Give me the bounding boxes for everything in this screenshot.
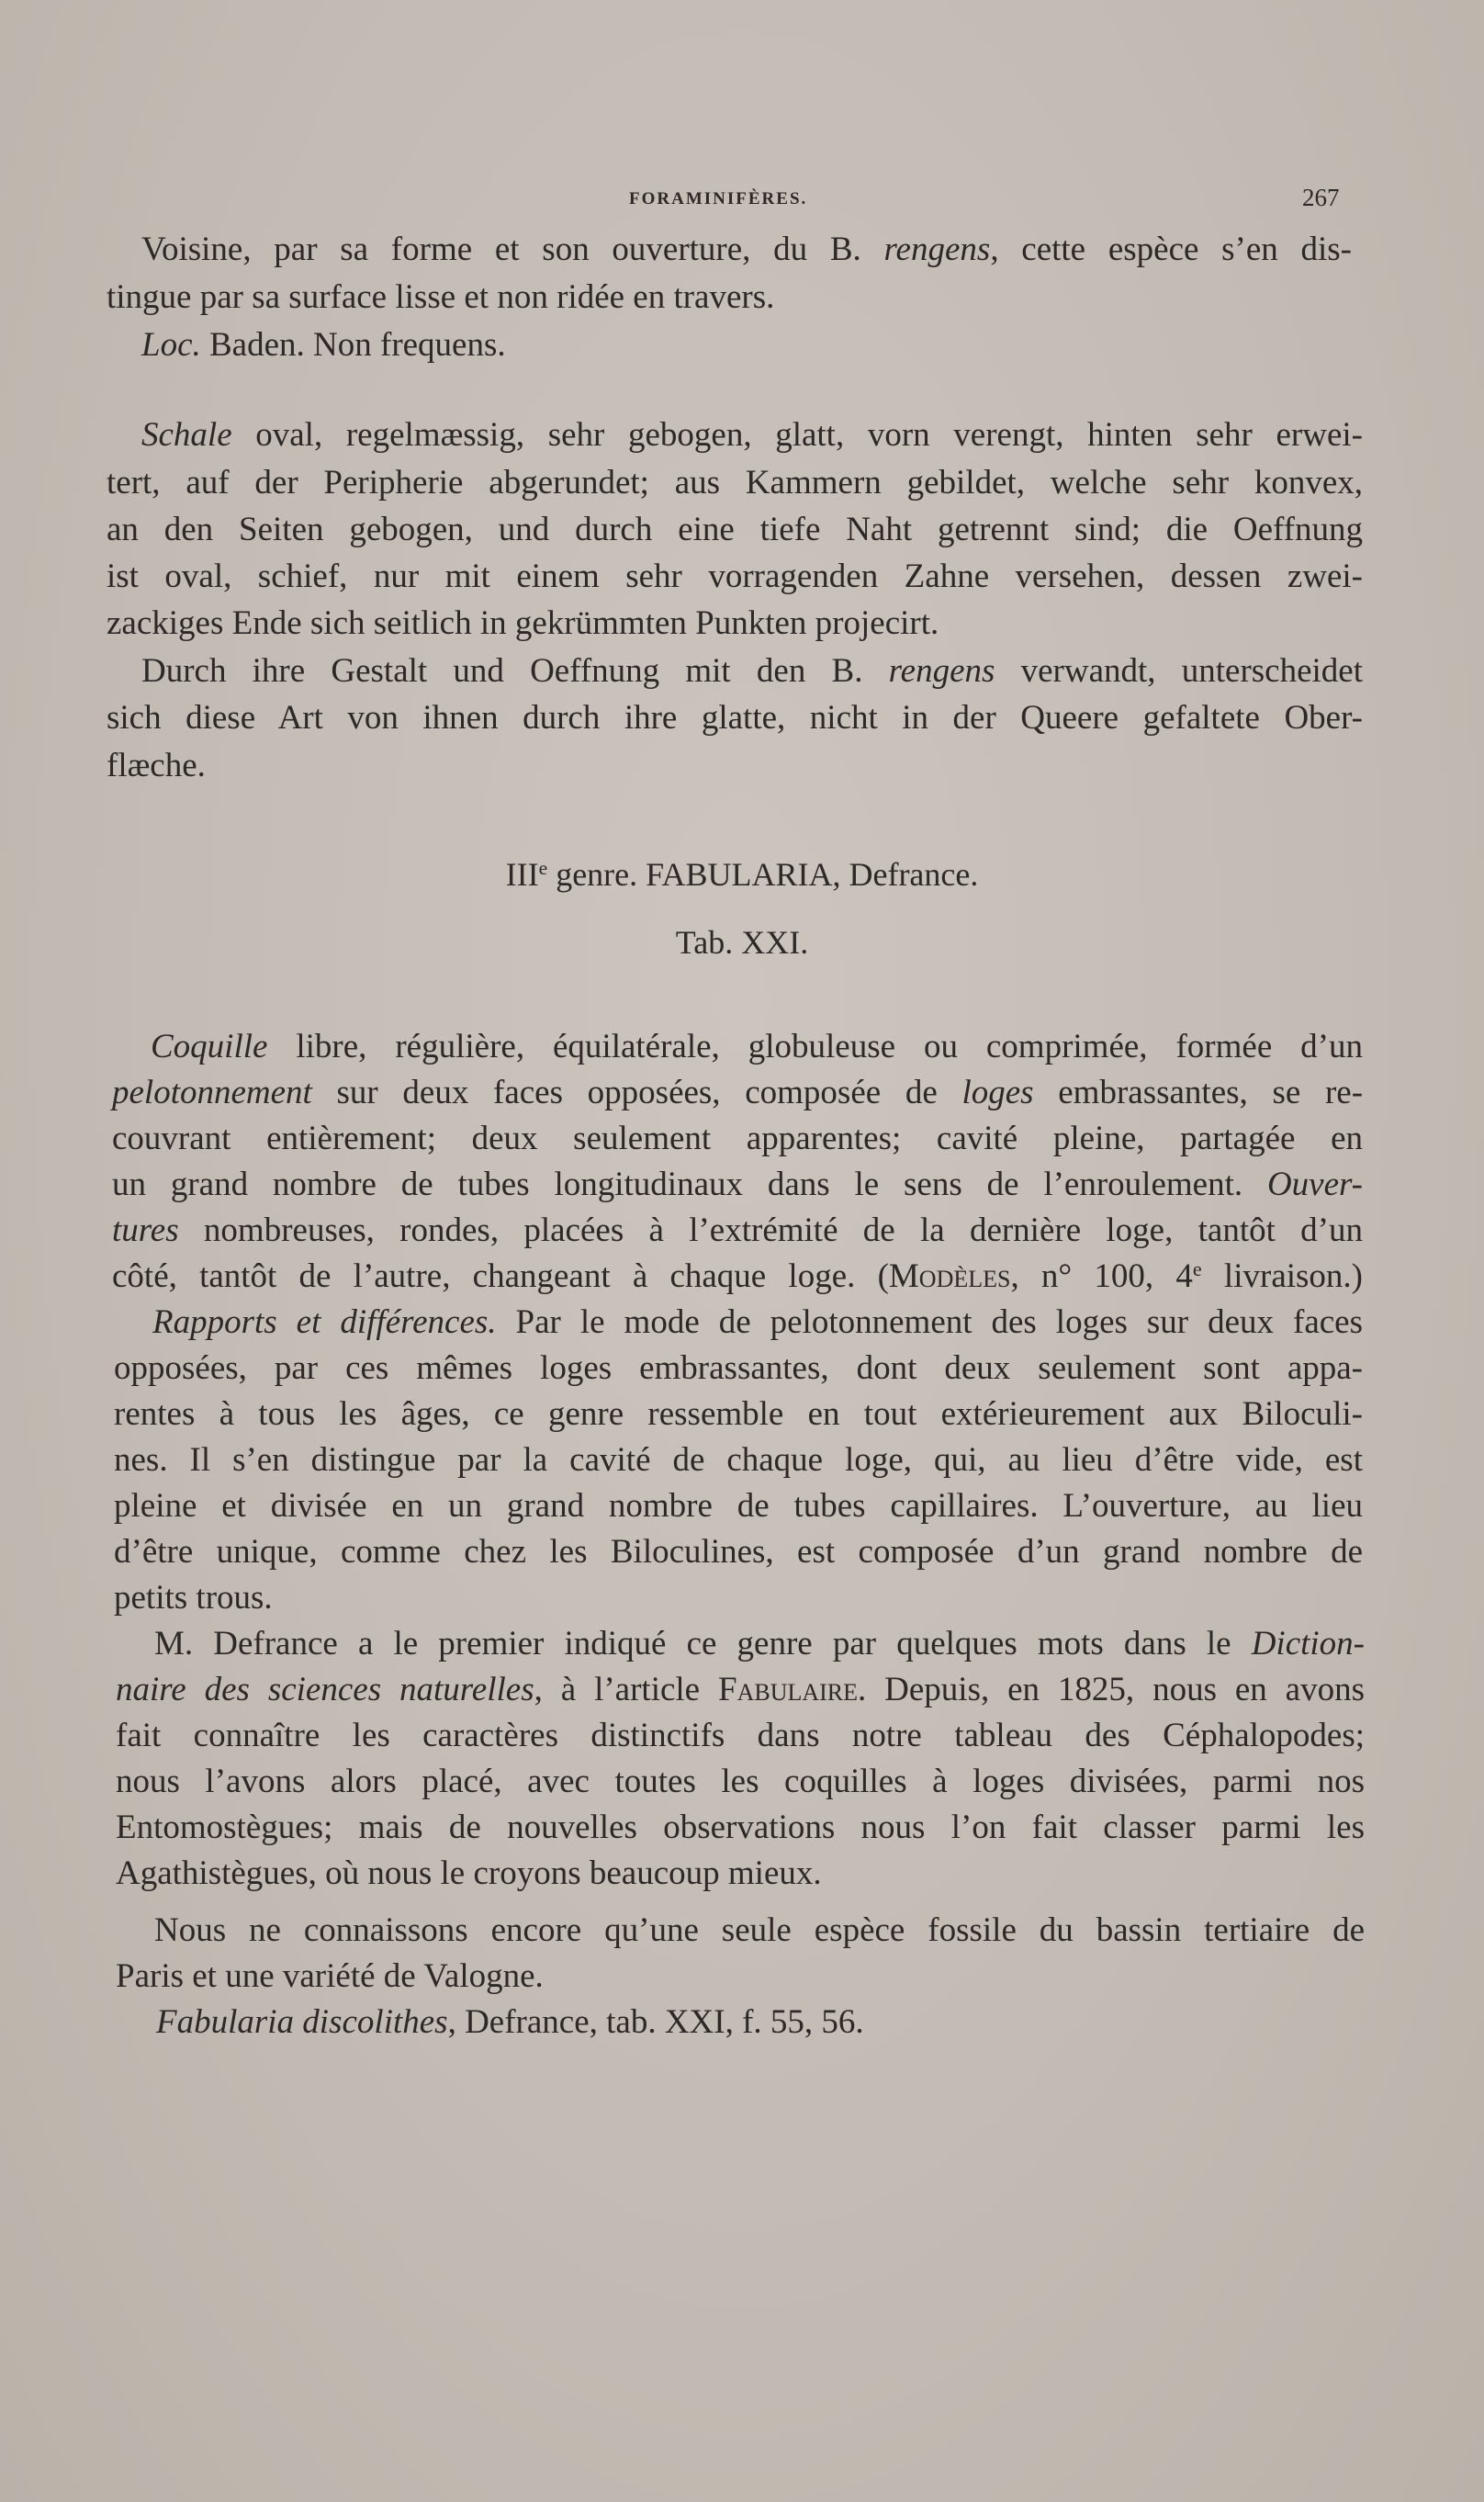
text-line: tingue par sa surface lisse et non ridée en travers.: [107, 278, 775, 316]
text-line: Voisine, par sa forme et son ouverture, du B. rengens, cette espèce s’en dis-: [141, 231, 1353, 268]
locality-line: Loc. Baden. Non frequens.: [141, 326, 506, 364]
text-line: Entomostègues; mais de nouvelles observations nous l’on fait classer parmi les: [116, 1809, 1365, 1846]
page-number: 267: [1302, 184, 1340, 211]
text-line: Coquille libre, régulière, équilatérale, globuleuse ou comprimée, formée d’un: [151, 1028, 1363, 1065]
text-line: naire des sciences naturelles, à l’article Fabulaire. Depuis, en 1825, nous en avons: [116, 1671, 1366, 1708]
text-line: tures nombreuses, rondes, placées à l’extrémité de la dernière loge, tantôt d’un: [112, 1212, 1363, 1249]
text-line: rentes à tous les âges, ce genre ressemble en tout extérieurement aux Biloculi-: [114, 1395, 1363, 1433]
text-line: pelotonnement sur deux faces opposées, composée de loges embrassantes, se re-: [112, 1074, 1364, 1111]
plate-reference: Tab. XXI.: [675, 924, 809, 961]
text-line: Rapports et différences. Par le mode de pelotonnement des loges sur deux faces: [152, 1303, 1363, 1341]
text-line: pleine et divisée en un grand nombre de tubes capillaires. L’ouverture, au lieu: [114, 1487, 1363, 1525]
text-line: Paris et une variété de Valogne.: [116, 1957, 544, 1995]
running-title: FORAMINIFÈRES.: [629, 189, 808, 208]
text-line: côté, tantôt de l’autre, changeant à chaque loge. (Modèles, n° 100, 4e livraison.): [112, 1257, 1363, 1295]
text-line: M. Defrance a le premier indiqué ce genre par quelques mots dans le Diction-: [154, 1625, 1365, 1662]
text-line: Nous ne connaissons encore qu’une seule espèce fossile du bassin tertiaire de: [154, 1911, 1365, 1949]
text-line: Durch ihre Gestalt und Oeffnung mit den B. rengens verwandt, unterscheidet: [141, 652, 1363, 690]
text-line: Agathistègues, où nous le croyons beaucoup mieux.: [116, 1854, 822, 1892]
genus-heading: IIIe genre. FABULARIA, Defrance.: [505, 856, 979, 893]
text-line: zackiges Ende sich seitlich in gekrümmten Punkten projecirt.: [107, 604, 939, 642]
text-line: nes. Il s’en distingue par la cavité de chaque loge, qui, au lieu d’être vide, est: [114, 1441, 1363, 1479]
species-reference: Fabularia discolithes, Defrance, tab. XXI, f. 55, 56.: [156, 2003, 864, 2041]
running-head: [0, 184, 1484, 220]
text-line: Schale oval, regelmæssig, sehr gebogen, glatt, vorn verengt, hinten sehr erwei-: [141, 416, 1363, 454]
text-line: ist oval, schief, nur mit einem sehr vorragenden Zahne versehen, dessen zwei-: [107, 558, 1363, 595]
text-line: d’être unique, comme chez les Biloculines, est composée d’un grand nombre de: [114, 1533, 1363, 1571]
text-line: nous l’avons alors placé, avec toutes les coquilles à loges divisées, parmi nos: [116, 1763, 1365, 1800]
text-line: opposées, par ces mêmes loges embrassantes, dont deux seulement sont appa-: [114, 1349, 1363, 1387]
text-line: tert, auf der Peripherie abgerundet; aus Kammern gebildet, welche sehr konvex,: [107, 464, 1363, 502]
text-line: petits trous.: [114, 1579, 273, 1617]
text-line: fait connaître les caractères distinctifs dans notre tableau des Céphalopodes;: [116, 1717, 1365, 1754]
text-line: couvrant entièrement; deux seulement apparentes; cavité pleine, partagée en: [112, 1120, 1363, 1157]
text-line: an den Seiten gebogen, und durch eine tiefe Naht getrennt sind; die Oeffnung: [107, 511, 1363, 548]
text-line: flæche.: [107, 747, 206, 784]
text-line: sich diese Art von ihnen durch ihre glatte, nicht in der Queere gefaltete Ober-: [107, 699, 1363, 737]
text-line: un grand nombre de tubes longitudinaux dans le sens de l’enroulement. Ouver-: [112, 1166, 1363, 1203]
